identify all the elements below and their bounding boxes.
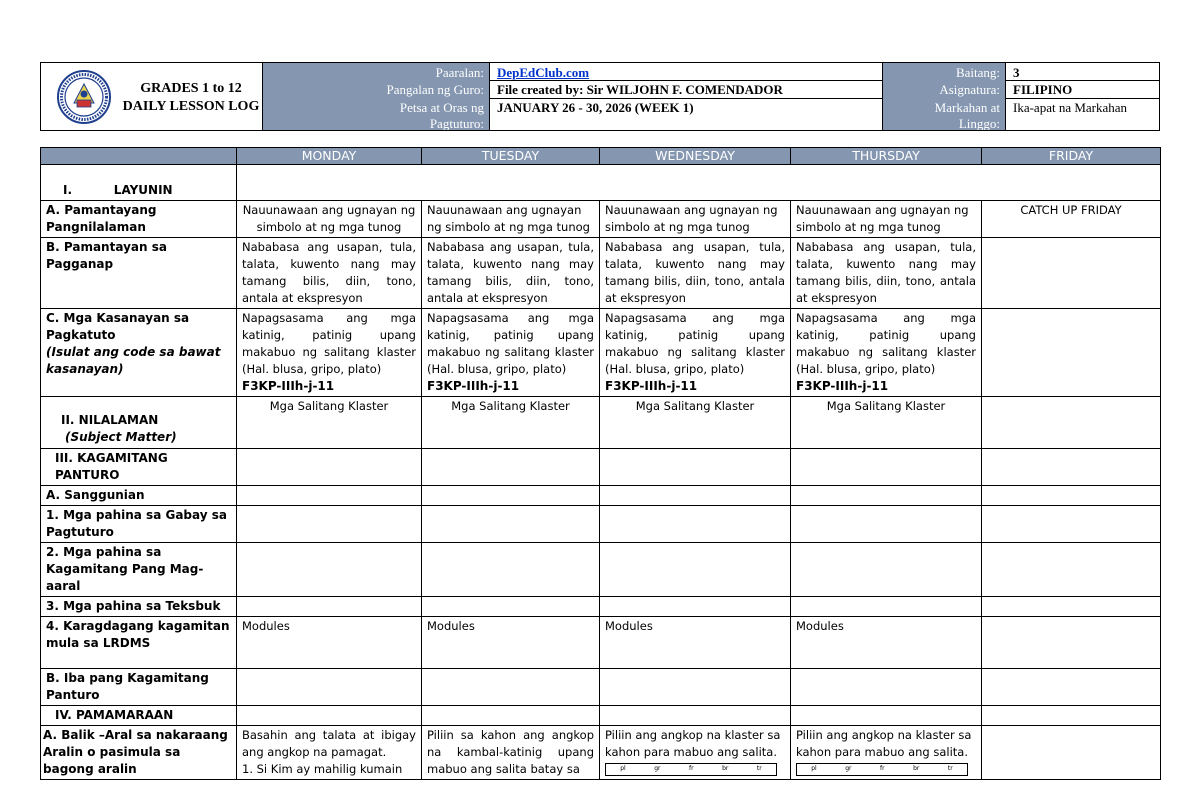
day-monday: MONDAY — [237, 148, 422, 165]
document-title — [121, 80, 261, 116]
row-pamamaraan — [41, 706, 1161, 726]
cluster-item: pl — [811, 765, 817, 772]
gp-monday — [237, 506, 422, 543]
row-competencies — [41, 309, 1161, 397]
school-link[interactable]: DepEdClub.com — [497, 65, 590, 80]
sm-monday: Mga Salitang Klaster — [237, 397, 422, 449]
label-competencies-note: (Isulat ang code sa bawat kasanayan) — [46, 345, 221, 376]
date-label: Petsa at Oras ng Pagtuturo: — [263, 98, 490, 130]
ps-friday — [982, 238, 1161, 309]
ps-wednesday: Nababasa ang usapan, tula, talata, kuwento nang may tamang bilis, diin, tono, antala at ekspresyon — [600, 238, 791, 309]
day-wednesday: WEDNESDAY — [600, 148, 791, 165]
rv-monday-instruction: Basahin ang talata at ibigay ang angkop na pamagat. — [242, 728, 416, 759]
label-sanggunian: A. Sanggunian — [41, 486, 237, 506]
daily-lesson-table — [40, 147, 1161, 780]
sang-thursday — [791, 486, 982, 506]
comp-thursday-text: Napagsasama ang mga katinig, patinig upang makabuo ng salitang klaster (Hal. blusa, gripo, plato) — [796, 311, 976, 376]
label-other-materials: B. Iba pang Kagamitang Panturo — [41, 669, 237, 706]
om-thursday — [791, 669, 982, 706]
rv-friday — [982, 726, 1161, 780]
comp-wednesday-code: F3KP-IIIh-j-11 — [605, 379, 698, 393]
comp-tuesday — [422, 309, 600, 397]
pm-thursday — [791, 706, 982, 726]
kag-monday — [237, 449, 422, 486]
gp-tuesday — [422, 506, 600, 543]
sang-friday — [982, 486, 1161, 506]
cluster-item: pl — [620, 765, 626, 772]
subject-label: Asignatura: — [883, 80, 1006, 98]
cluster-item: tr — [947, 765, 953, 772]
label-subject-matter: (Subject Matter) — [65, 430, 177, 444]
row-review — [41, 726, 1161, 780]
row-textbook-pages — [41, 597, 1161, 617]
teacher-label: Pangalan ng Guro: — [263, 80, 490, 98]
row-performance-standard — [41, 238, 1161, 309]
row-guide-pages — [41, 506, 1161, 543]
sang-tuesday — [422, 486, 600, 506]
gp-friday — [982, 506, 1161, 543]
kag-friday — [982, 449, 1161, 486]
cs-thursday: Nauunawaan ang ugnayan ng simbolo at ng mga tunog — [791, 201, 982, 238]
cluster-item: tr — [756, 765, 762, 772]
cs-wednesday: Nauunawaan ang ugnayan ng simbolo at ng mga tunog — [600, 201, 791, 238]
lr-monday: Modules — [237, 617, 422, 669]
tb-monday — [237, 597, 422, 617]
header-row-date — [263, 98, 1159, 130]
cluster-item: br — [913, 765, 920, 772]
school-label: Paaralan: — [263, 63, 490, 80]
lp-wednesday — [600, 543, 791, 597]
label-layunin: I. LAYUNIN — [41, 165, 237, 201]
pm-tuesday — [422, 706, 600, 726]
row-layunin — [41, 165, 1161, 201]
rv-tuesday: Piliin sa kahon ang angkop na kambal-katinig upang mabuo ang salita batay sa — [422, 726, 600, 780]
day-tuesday: TUESDAY — [422, 148, 600, 165]
om-friday — [982, 669, 1161, 706]
comp-thursday-code: F3KP-IIIh-j-11 — [796, 379, 889, 393]
lp-thursday — [791, 543, 982, 597]
cs-friday: CATCH UP FRIDAY — [982, 201, 1161, 238]
ps-monday: Nababasa ang usapan, tula, talata, kuwento nang may tamang bilis, diin, tono, antala at ekspresyon — [237, 238, 422, 309]
row-other-materials — [41, 669, 1161, 706]
subject-value: FILIPINO — [1013, 82, 1073, 97]
label-nilalaman: II. NILALAMAN — [61, 413, 159, 427]
lr-wednesday: Modules — [600, 617, 791, 669]
row-nilalaman — [41, 397, 1161, 449]
tb-tuesday — [422, 597, 600, 617]
sang-wednesday — [600, 486, 791, 506]
school-value — [490, 63, 883, 80]
label-competencies-cell — [41, 309, 237, 397]
cluster-item: gr — [845, 765, 852, 772]
header-row-school — [263, 63, 1159, 81]
rv-wednesday-text: Piliin ang angkop na klaster sa kahon para mabuo ang salita. — [605, 728, 781, 759]
cluster-item: gr — [654, 765, 661, 772]
logo-cell — [41, 63, 263, 130]
label-performance-standard: B. Pamantayan sa Pagganap — [41, 238, 237, 309]
day-header-row — [41, 148, 1161, 165]
row-lrdms — [41, 617, 1161, 669]
om-tuesday — [422, 669, 600, 706]
comp-thursday — [791, 309, 982, 397]
cluster-box-thursday — [796, 763, 968, 776]
layunin-blank — [237, 165, 1161, 201]
lesson-log-header — [40, 62, 1160, 131]
row-sanggunian — [41, 486, 1161, 506]
rv-monday — [237, 726, 422, 780]
day-friday: FRIDAY — [982, 148, 1161, 165]
lr-thursday: Modules — [791, 617, 982, 669]
rv-monday-item: 1. Si Kim ay mahilig kumain — [242, 762, 403, 776]
kag-tuesday — [422, 449, 600, 486]
label-textbook-pages: 3. Mga pahina sa Teksbuk — [41, 597, 237, 617]
ps-thursday: Nababasa ang usapan, tula, talata, kuwento nang may tamang bilis, diin, tono, antala at ekspresyon — [791, 238, 982, 309]
comp-monday-text: Napagsasama ang mga katinig, patinig upang makabuo ng salitang klaster (Hal. blusa, gripo, plato) — [242, 311, 416, 376]
cs-tuesday: Nauunawaan ang ugnayan ng simbolo at ng mga tunog — [422, 201, 600, 238]
tb-wednesday — [600, 597, 791, 617]
kag-thursday — [791, 449, 982, 486]
quarter-value: Ika-apat na Markahan — [1013, 100, 1128, 115]
rv-thursday-text: Piliin ang angkop na klaster sa kahon para mabuo ang salita. — [796, 728, 972, 759]
label-learner-pages: 2. Mga pahina sa Kagamitang Pang Mag-aaral — [41, 543, 237, 597]
sm-friday — [982, 397, 1161, 449]
cluster-item: br — [722, 765, 729, 772]
grade-value: 3 — [1013, 65, 1020, 80]
tb-friday — [982, 597, 1161, 617]
gp-wednesday — [600, 506, 791, 543]
cluster-item: fr — [880, 765, 885, 772]
pm-friday — [982, 706, 1161, 726]
cluster-item: fr — [689, 765, 694, 772]
title-line-2: DAILY LESSON LOG — [122, 99, 260, 114]
pm-wednesday — [600, 706, 791, 726]
sm-wednesday: Mga Salitang Klaster — [600, 397, 791, 449]
comp-tuesday-text: Napagsasama ang mga katinig, patinig upang makabuo ng salitang klaster (Hal. blusa, gripo, plato) — [427, 311, 594, 376]
comp-monday-code: F3KP-IIIh-j-11 — [242, 379, 335, 393]
comp-wednesday — [600, 309, 791, 397]
cs-monday: Nauunawaan ang ugnayan ng simbolo at ng mga tunog — [237, 201, 422, 238]
label-kagamitan: III. KAGAMITANG PANTURO — [41, 449, 237, 486]
cluster-box-wednesday — [605, 763, 777, 776]
om-wednesday — [600, 669, 791, 706]
day-thursday: THURSDAY — [791, 148, 982, 165]
sm-tuesday: Mga Salitang Klaster — [422, 397, 600, 449]
header-row-teacher — [263, 80, 1159, 99]
sm-thursday: Mga Salitang Klaster — [791, 397, 982, 449]
lp-tuesday — [422, 543, 600, 597]
quarter-label: Markahan at Linggo: — [883, 98, 1006, 130]
rv-thursday — [791, 726, 982, 780]
comp-tuesday-code: F3KP-IIIh-j-11 — [427, 379, 520, 393]
gp-thursday — [791, 506, 982, 543]
ps-tuesday: Nababasa ang usapan, tula, talata, kuwento nang may tamang bilis, diin, tono, antala at ekspresyon — [422, 238, 600, 309]
row-content-standard — [41, 201, 1161, 238]
tb-thursday — [791, 597, 982, 617]
comp-monday — [237, 309, 422, 397]
lr-tuesday: Modules — [422, 617, 600, 669]
date-value: JANUARY 26 - 30, 2026 (WEEK 1) — [490, 98, 883, 130]
label-lrdms: 4. Karagdagang kagamitan mula sa LRDMS — [41, 617, 237, 669]
label-guide-pages: 1. Mga pahina sa Gabay sa Pagtuturo — [41, 506, 237, 543]
grade-label: Baitang: — [883, 63, 1006, 80]
corner-cell — [41, 148, 237, 165]
deped-seal-icon — [57, 70, 111, 124]
title-line-1: GRADES 1 to 12 — [140, 81, 242, 96]
om-monday — [237, 669, 422, 706]
label-pamamaraan: IV. PAMAMARAAN — [41, 706, 237, 726]
row-kagamitan — [41, 449, 1161, 486]
kag-wednesday — [600, 449, 791, 486]
sang-monday — [237, 486, 422, 506]
label-nilalaman-cell — [41, 397, 237, 449]
comp-wednesday-text: Napagsasama ang mga katinig, patinig upang makabuo ng salitang klaster (Hal. blusa, gripo, plato) — [605, 311, 785, 376]
comp-friday — [982, 309, 1161, 397]
lp-friday — [982, 543, 1161, 597]
label-competencies: C. Mga Kasanayan sa Pagkatuto — [46, 311, 190, 342]
pm-monday — [237, 706, 422, 726]
lp-monday — [237, 543, 422, 597]
teacher-value: File created by: Sir WILJOHN F. COMENDADOR — [490, 80, 883, 98]
label-review: A. Balik –Aral sa nakaraang Aralin o pasimula sa bagong aralin — [41, 726, 237, 780]
rv-wednesday — [600, 726, 791, 780]
row-learner-pages — [41, 543, 1161, 597]
label-content-standard: A. Pamantayang Pangnilalaman — [41, 201, 237, 238]
lr-friday — [982, 617, 1161, 669]
